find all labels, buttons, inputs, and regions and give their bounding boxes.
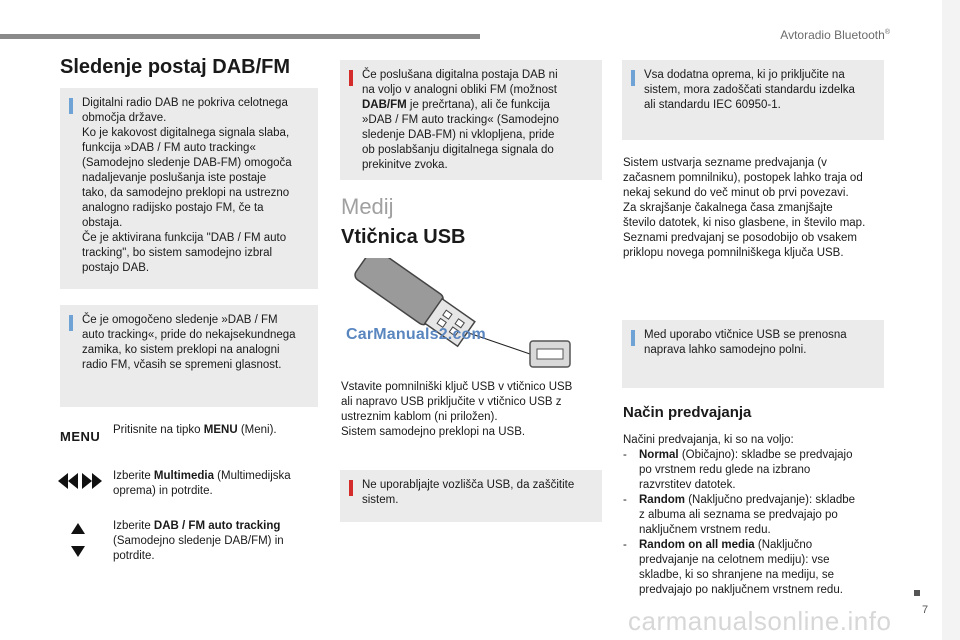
playlist-info: Sistem ustvarja sezname predvajanja (v začasnem pomnilniku), postopek lahko traja od nekaj sekund do več minut ob prvi povezavi. Za skrajšanje čakalnega časa zmanjšajte število datotek, ki niso glasbene, in število map. Seznami predvajanj se posodobijo ob vsakem priklopu novega pomnilniškega ključa USB. bbox=[623, 157, 866, 259]
info-box-charging: Med uporabo vtičnice USB se prenosna naprava lahko samodejno polni. bbox=[622, 320, 884, 388]
page-edge bbox=[942, 0, 960, 640]
info-marker bbox=[69, 98, 73, 114]
header-rule bbox=[0, 34, 480, 39]
info-marker bbox=[631, 70, 635, 86]
info-marker bbox=[631, 330, 635, 346]
up-down-arrows-icon bbox=[71, 523, 85, 557]
prev-next-arrows-icon bbox=[58, 473, 102, 489]
list-item: - Random on all media (Naključno predvajanje na celotnem mediju): vse skladbe, ki so shranjene na mediju, se predvajajo po naključnem vrstnem redu. bbox=[623, 539, 843, 596]
step-press-menu: Pritisnite na tipko MENU (Meni). bbox=[113, 424, 277, 436]
warning-marker bbox=[349, 480, 353, 496]
heading-dab-fm: Sledenje postaj DAB/FM bbox=[60, 56, 291, 78]
section-title-medij: Medij bbox=[341, 194, 394, 219]
warning-marker bbox=[349, 70, 353, 86]
menu-button-icon: MENU bbox=[60, 429, 101, 444]
play-mode-list: Načini predvajanja, ki so na voljo: - Normal (Običajno): skladbe se predvajajo po vrstnem redu glede na izbrano razvrstitev datotek. - Random (Naključno predvajanje): skladbe z albuma ali seznama se predvajajo po naključnem vrstnem redu. - Random on all media (Naključno predvajanje na celotnem mediju): vse skladbe, ki so shranjene na mediju, se predvajajo po naključnem vrstnem redu. bbox=[623, 433, 888, 598]
info-box-tracking: Če je omogočeno sledenje »DAB / FM auto tracking«, pride do nekajsekundnega zamika, ko sistem preklopi na analogni radio FM, včasih se spremeni glasnost. bbox=[60, 305, 318, 407]
heading-usb-socket: Vtičnica USB bbox=[341, 226, 466, 248]
watermark-carmanuals2: CarManuals2.com bbox=[346, 326, 486, 343]
list-item: - Normal (Običajno): skladbe se predvajajo po vrstnem redu glede na izbrano razvrstitev datotek. bbox=[623, 449, 853, 491]
step-select-multimedia: Izberite Multimedia (Multimedijska oprema) in potrdite. bbox=[113, 470, 291, 497]
list-item: - Random (Naključno predvajanje): skladbe z albuma ali seznama se predvajajo po naključnem vrstnem redu. bbox=[623, 494, 856, 536]
info-box-dab: Digitalni radio DAB ne pokriva celotnega območja države. Ko je kakovost digitalnega signala slaba, funkcija »DAB / FM auto tracking« (Samodejno sledenje DAB-FM) omogoča nadaljevanje poslušanja iste postaje tako, da samodejno preklopi na ustrezno analogno radijsko postajo FM, če ta obstaja. Če je aktivirana funkcija "DAB / FM auto tracking", bo sistem samodejno izbral postajo DAB. bbox=[60, 88, 318, 289]
running-header: Avtoradio Bluetooth® bbox=[780, 28, 890, 42]
warning-box-dab: Če poslušana digitalna postaja DAB ni na voljo v analogni obliki FM (možnost DAB/FM je prečrtana), ali če funkcija »DAB / FM auto tracking« (Samodejno sledenje DAB-FM) ni vklopljena, pride ob poslabšanju digitalnega signala do prekinitve zvoka. bbox=[340, 60, 602, 180]
heading-play-mode: Način predvajanja bbox=[623, 404, 752, 421]
usb-stick-illustration bbox=[342, 258, 582, 374]
footer-watermark: carmanualsonline.info bbox=[628, 606, 892, 636]
bullet-marker bbox=[914, 590, 920, 596]
step-select-dab-tracking: Izberite DAB / FM auto tracking (Samodejno sledenje DAB/FM) in potrdite. bbox=[113, 520, 284, 562]
page-number: 7 bbox=[922, 604, 929, 616]
usb-instructions: Vstavite pomnilniški ključ USB v vtičnico USB ali napravo USB priključite v vtičnico USB z ustreznim kablom (ni priložen). Sistem samodejno preklopi na USB. bbox=[341, 381, 573, 438]
info-marker bbox=[69, 315, 73, 331]
warning-box-hub: Ne uporabljajte vozlišča USB, da zaščitite sistem. bbox=[340, 470, 602, 522]
info-box-standards: Vsa dodatna oprema, ki jo priključite na sistem, mora zadoščati standardu izdelka ali standardu IEC 60950-1. bbox=[622, 60, 884, 140]
